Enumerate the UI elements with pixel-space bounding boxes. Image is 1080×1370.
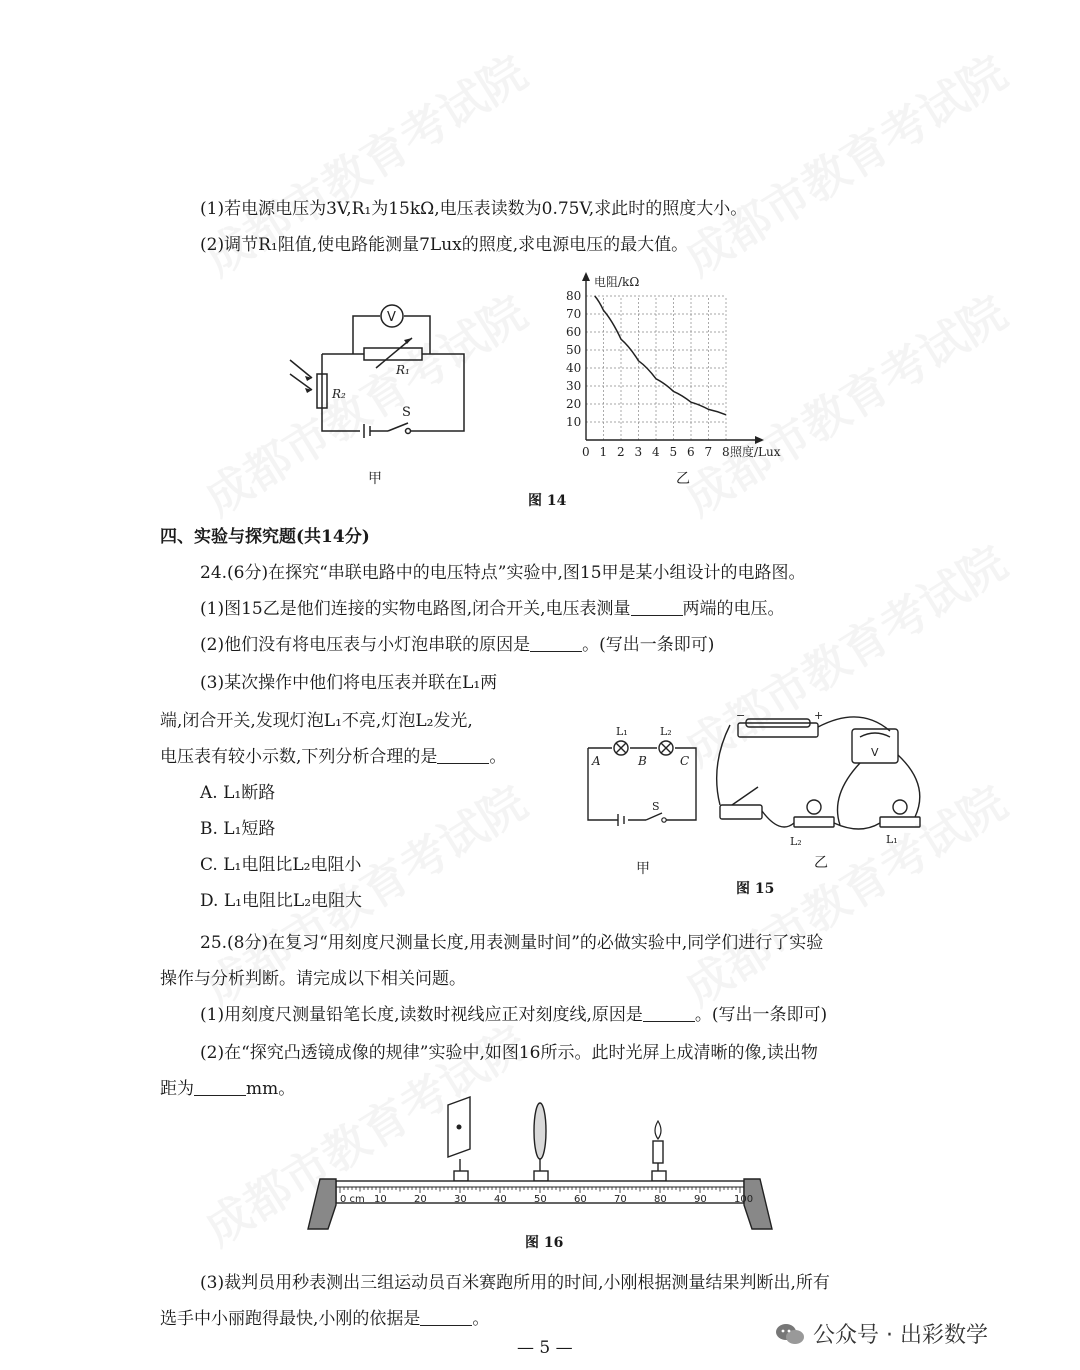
fig15-circuit (580, 720, 705, 830)
q24-part2 (200, 634, 714, 656)
q24-part3-line1: (3)某次操作中他们将电压表并联在L₁两 (200, 673, 498, 693)
y-axis-arrow (582, 272, 590, 281)
ruler-label: 0 cm (340, 1194, 365, 1205)
q24-part3-post: 。 (489, 747, 507, 767)
r1-label: R₁ (396, 363, 410, 377)
ruler-label: 40 (494, 1194, 507, 1205)
brand-text: 公众号 · 出彩数学 (813, 1323, 988, 1348)
ruler-label: 10 (374, 1194, 387, 1205)
answer-blank[interactable] (420, 1311, 472, 1326)
answer-blank[interactable] (643, 1007, 695, 1022)
fig14-chart (550, 270, 810, 470)
switch-label: S (652, 800, 660, 813)
fig15-caption: 图 15 (736, 881, 775, 897)
q24-part2-post: 。(写出一条即可) (582, 635, 715, 655)
page-number: — 5 — (517, 1338, 573, 1358)
lamp-l2-label: L₂ (660, 725, 672, 738)
q25-stem-line2: 操作与分析判断。请完成以下相关问题。 (160, 969, 466, 989)
x-tick-label: 4 (652, 445, 660, 459)
q25-part2-line1: (2)在“探究凸透镜成像的规律”实验中,如图16所示。此时光屏上成清晰的像,读出物 (200, 1043, 818, 1063)
voltmeter-label: V (387, 310, 396, 325)
y-tick-label: 20 (566, 397, 582, 411)
lamp-l1-label: L₁ (886, 833, 898, 846)
q24-stem: 24.(6分)在探究“串联电路中的电压特点”实验中,图15甲是某小组设计的电路图。 (200, 563, 806, 583)
q25-stem-line1: 25.(8分)在复习“用刻度尺测量长度,用表测量时间”的必做实验中,同学们进行了实验 (200, 933, 824, 953)
q24-part1 (200, 598, 785, 620)
ruler-label: 50 (534, 1194, 547, 1205)
fig16-optical-bench (300, 1095, 780, 1230)
x-tick-label: 5 (669, 445, 678, 459)
q24-part1-post: 两端的电压。 (682, 599, 785, 619)
fig15-jia-label: 甲 (636, 861, 650, 877)
watermark (670, 38, 1017, 289)
q25-part2-line2 (160, 1078, 295, 1100)
fig14-circuit (280, 290, 480, 450)
battery-minus: − (736, 709, 746, 722)
q25-part3-pre: 选手中小丽跑得最快,小刚的依据是 (160, 1309, 421, 1329)
q25-part3-post: 。 (472, 1309, 490, 1329)
option-b: B. L₁短路 (200, 819, 276, 839)
ruler-label: 80 (654, 1194, 667, 1205)
option-d: D. L₁电阻比L₂电阻大 (200, 891, 363, 911)
q25-part1-pre: (1)用刻度尺测量铅笔长度,读数时视线应正对刻度线,原因是 (200, 1005, 643, 1025)
q25-part3-line2 (160, 1308, 489, 1330)
x-tick-label: 1 (599, 445, 608, 459)
y-tick-label: 40 (566, 361, 582, 375)
ruler-label: 100 (734, 1194, 754, 1205)
x-tick-label: 0 (582, 445, 590, 459)
voltmeter-label: V (871, 746, 879, 759)
fig15-yi-label: 乙 (814, 855, 828, 871)
q24-part3-line3 (160, 746, 506, 768)
q25-part2-pre: 距为 (160, 1079, 194, 1099)
x-tick-label: 2 (617, 445, 625, 459)
ruler-label: 60 (574, 1194, 587, 1205)
lamp-l2-label: L₂ (790, 835, 802, 848)
x-axis-arrow (755, 436, 764, 444)
switch-label: S (402, 405, 411, 420)
section-heading: 四、实验与探究题(共14分) (160, 527, 370, 547)
wechat-icon (775, 1322, 805, 1346)
ruler-label: 90 (694, 1194, 707, 1205)
ruler-label: 20 (414, 1194, 427, 1205)
fig15-physical-circuit (710, 709, 930, 860)
y-tick-label: 70 (566, 307, 582, 321)
y-axis-label: 电阻/kΩ (594, 275, 640, 289)
node-b-label: B (638, 754, 647, 768)
battery-plus: + (814, 709, 824, 722)
y-tick-label: 60 (566, 325, 582, 339)
q24-part3-pre: 电压表有较小示数,下列分析合理的是 (160, 747, 438, 767)
q25-part3-line1: (3)裁判员用秒表测出三组运动员百米赛跑所用的时间,小刚根据测量结果判断出,所有 (200, 1273, 830, 1293)
x-axis-label: 照度/Lux (730, 445, 781, 459)
wechat-brand (775, 1318, 988, 1349)
answer-blank[interactable] (530, 637, 582, 652)
fig16-caption: 图 16 (525, 1235, 564, 1251)
r2-label: R₂ (332, 387, 346, 401)
y-tick-label: 30 (566, 379, 582, 393)
q23-part1: (1)若电源电压为3V,R₁为15kΩ,电压表读数为0.75V,求此时的照度大小。 (200, 199, 748, 219)
node-a-label: A (592, 754, 601, 768)
option-a: A. L₁断路 (200, 783, 276, 803)
q23-part2: (2)调节R₁阻值,使电路能测量7Lux的照度,求电源电压的最大值。 (200, 235, 689, 255)
answer-blank[interactable] (437, 749, 489, 764)
x-tick-label: 7 (704, 445, 713, 459)
answer-blank[interactable] (194, 1081, 246, 1096)
q24-part1-pre: (1)图15乙是他们连接的实物电路图,闭合开关,电压表测量 (200, 599, 631, 619)
lamp-l1-label: L₁ (616, 725, 628, 738)
ruler-label: 30 (454, 1194, 467, 1205)
x-tick-label: 6 (687, 445, 695, 459)
y-tick-label: 50 (566, 343, 582, 357)
fig14-yi-label: 乙 (676, 471, 690, 487)
q25-part2-post: mm。 (246, 1079, 296, 1099)
q25-part1-post: 。(写出一条即可) (694, 1005, 828, 1025)
x-tick-label: 8 (722, 445, 730, 459)
q25-part1 (200, 1004, 827, 1026)
x-tick-label: 3 (634, 445, 643, 459)
q24-part3-line2: 端,闭合开关,发现灯泡L₁不亮,灯泡L₂发光, (160, 711, 473, 731)
y-tick-label: 80 (566, 289, 582, 303)
fig14-jia-label: 甲 (368, 471, 382, 487)
y-tick-label: 10 (566, 415, 582, 429)
answer-blank[interactable] (631, 601, 683, 616)
option-c: C. L₁电阻比L₂电阻小 (200, 855, 362, 875)
q24-part2-pre: (2)他们没有将电压表与小灯泡串联的原因是 (200, 635, 531, 655)
ruler-label: 70 (614, 1194, 627, 1205)
node-c-label: C (680, 754, 690, 768)
fig14-caption: 图 14 (528, 493, 567, 509)
